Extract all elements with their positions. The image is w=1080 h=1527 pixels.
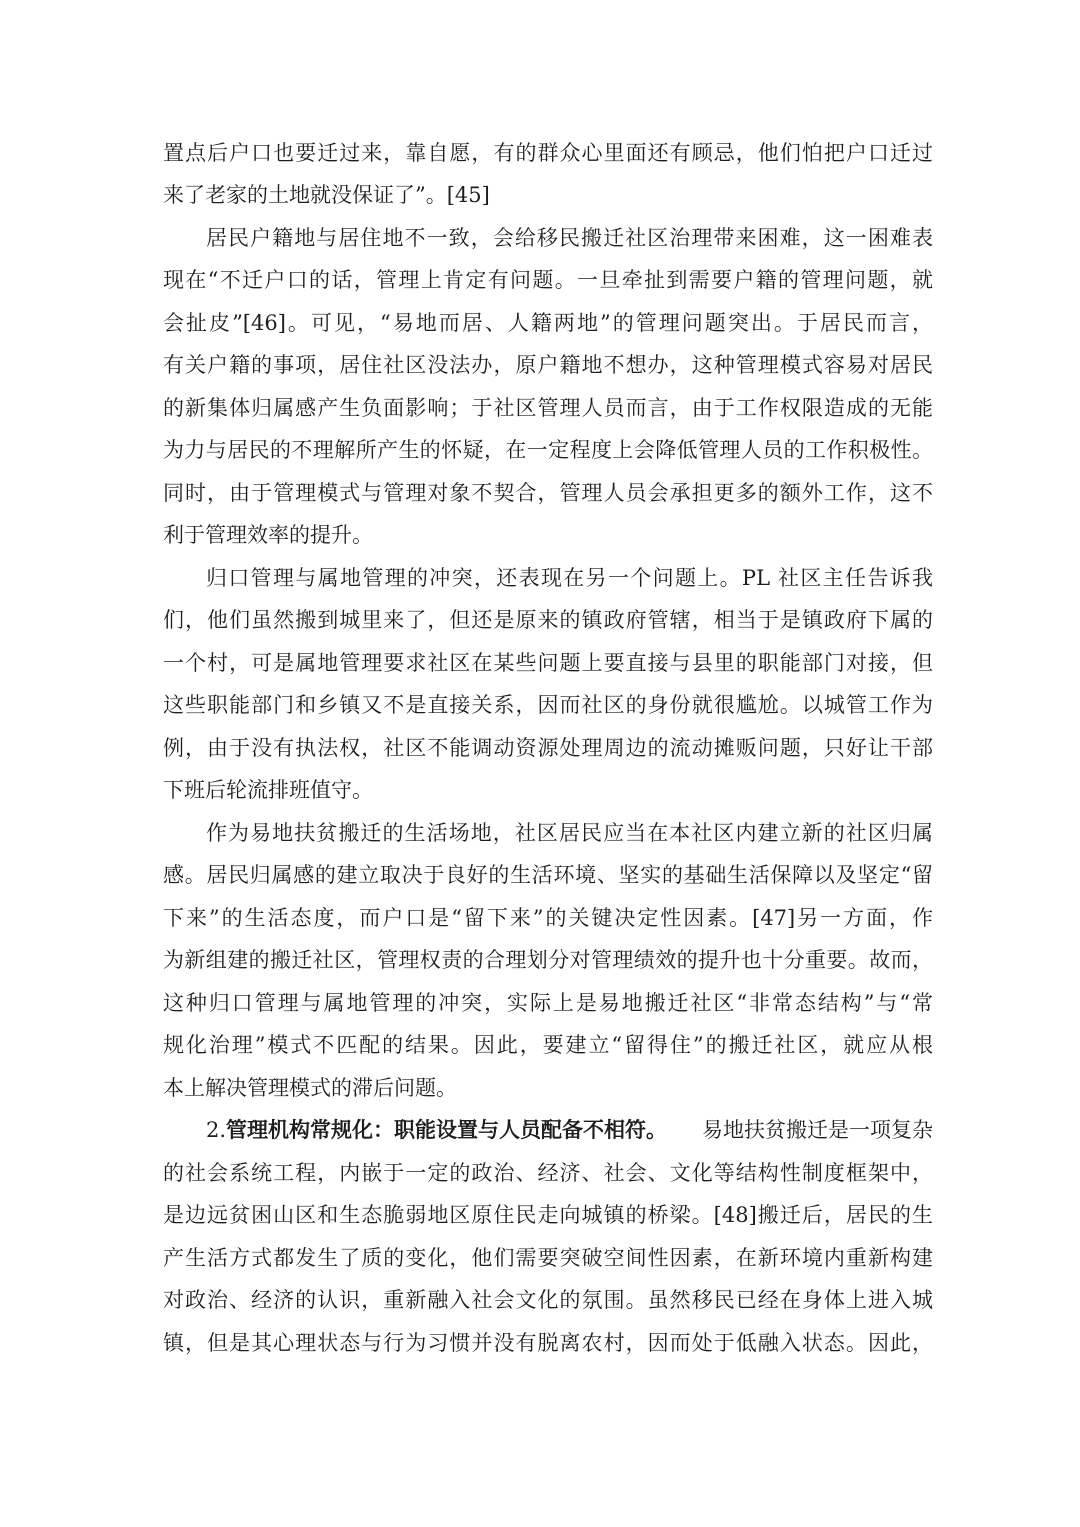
heading-number: 2. xyxy=(206,1118,227,1142)
text-line: 置点后户口也要迁过来，靠自愿，有的群众心里面还有顾忌，他们怕把户口迁过 xyxy=(163,141,933,165)
text-line: 为新组建的搬迁社区，管理权责的合理划分对管理绩效的提升也十分重要。故而， xyxy=(163,948,933,972)
text-line: 是边远贫困山区和生态脆弱地区原住民走向城镇的桥梁。[48]搬迁后，居民的生 xyxy=(163,1203,933,1227)
text-line: 镇，但是其心理状态与行为习惯并没有脱离农村，因而处于低融入状态。因此， xyxy=(163,1331,933,1355)
text-line: 一个村，可是属地管理要求社区在某些问题上要直接与县里的职能部门对接，但 xyxy=(163,651,933,675)
text-line: 为力与居民的不理解所产生的怀疑，在一定程度上会降低管理人员的工作积极性。 xyxy=(163,438,933,462)
heading-bold-text: 管理机构常规化：职能设置与人员配备不相符。 xyxy=(226,1117,668,1142)
text-line: 下班后轮流排班值守。 xyxy=(163,778,373,802)
text-line: 这些职能部门和乡镇又不是直接关系，因而社区的身份就很尴尬。以城管工作为 xyxy=(163,693,933,717)
text-line: 现在“不迁户口的话，管理上肯定有问题。一旦牵扯到需要户籍的管理问题，就 xyxy=(163,268,933,292)
paragraph-first-line: 归口管理与属地管理的冲突，还表现在另一个问题上。PL 社区主任告诉我 xyxy=(206,566,933,590)
text-line: 的社会系统工程，内嵌于一定的政治、经济、社会、文化等结构性制度框架中， xyxy=(163,1161,933,1185)
text-line: 会扯皮”[46]。可见，“易地而居、人籍两地”的管理问题突出。于居民而言， xyxy=(163,311,933,335)
text-line: 感。居民归属感的建立取决于良好的生活环境、坚实的基础生活保障以及坚定“留 xyxy=(163,863,933,887)
paragraph-first-line: 作为易地扶贫搬迁的生活场地，社区居民应当在本社区内建立新的社区归属 xyxy=(206,821,933,845)
text-line: 来了老家的土地就没保证了”。[45] xyxy=(163,183,490,207)
text-line: 的新集体归属感产生负面影响；于社区管理人员而言，由于工作权限造成的无能 xyxy=(163,396,933,420)
text-line: 例，由于没有执法权，社区不能调动资源处理周边的流动摊贩问题，只好让干部 xyxy=(163,736,933,760)
text-line: 规化治理”模式不匹配的结果。因此，要建立“留得住”的搬迁社区，就应从根 xyxy=(163,1033,933,1057)
section-heading xyxy=(206,1116,667,1144)
section-heading-line xyxy=(206,1116,933,1144)
text-line: 们，他们虽然搬到城里来了，但还是原来的镇政府管辖，相当于是镇政府下属的 xyxy=(163,608,933,632)
text-line: 有关户籍的事项，居住社区没法办，原户籍地不想办，这种管理模式容易对居民 xyxy=(163,353,933,377)
text-line: 对政治、经济的认识，重新融入社会文化的氛围。虽然移民已经在身体上进入城 xyxy=(163,1288,933,1312)
heading-continuation: 易地扶贫搬迁是一项复杂 xyxy=(702,1118,933,1142)
text-line: 下来”的生活态度，而户口是“留下来”的关键决定性因素。[47]另一方面，作 xyxy=(163,906,933,930)
text-line: 这种归口管理与属地管理的冲突，实际上是易地搬迁社区“非常态结构”与“常 xyxy=(163,991,933,1015)
text-line: 同时，由于管理模式与管理对象不契合，管理人员会承担更多的额外工作，这不 xyxy=(163,481,933,505)
text-line: 利于管理效率的提升。 xyxy=(163,523,373,547)
paragraph-first-line: 居民户籍地与居住地不一致，会给移民搬迁社区治理带来困难，这一困难表 xyxy=(206,226,933,250)
text-line: 产生活方式都发生了质的变化，他们需要突破空间性因素，在新环境内重新构建 xyxy=(163,1246,933,1270)
text-line: 本上解决管理模式的滞后问题。 xyxy=(163,1076,457,1100)
